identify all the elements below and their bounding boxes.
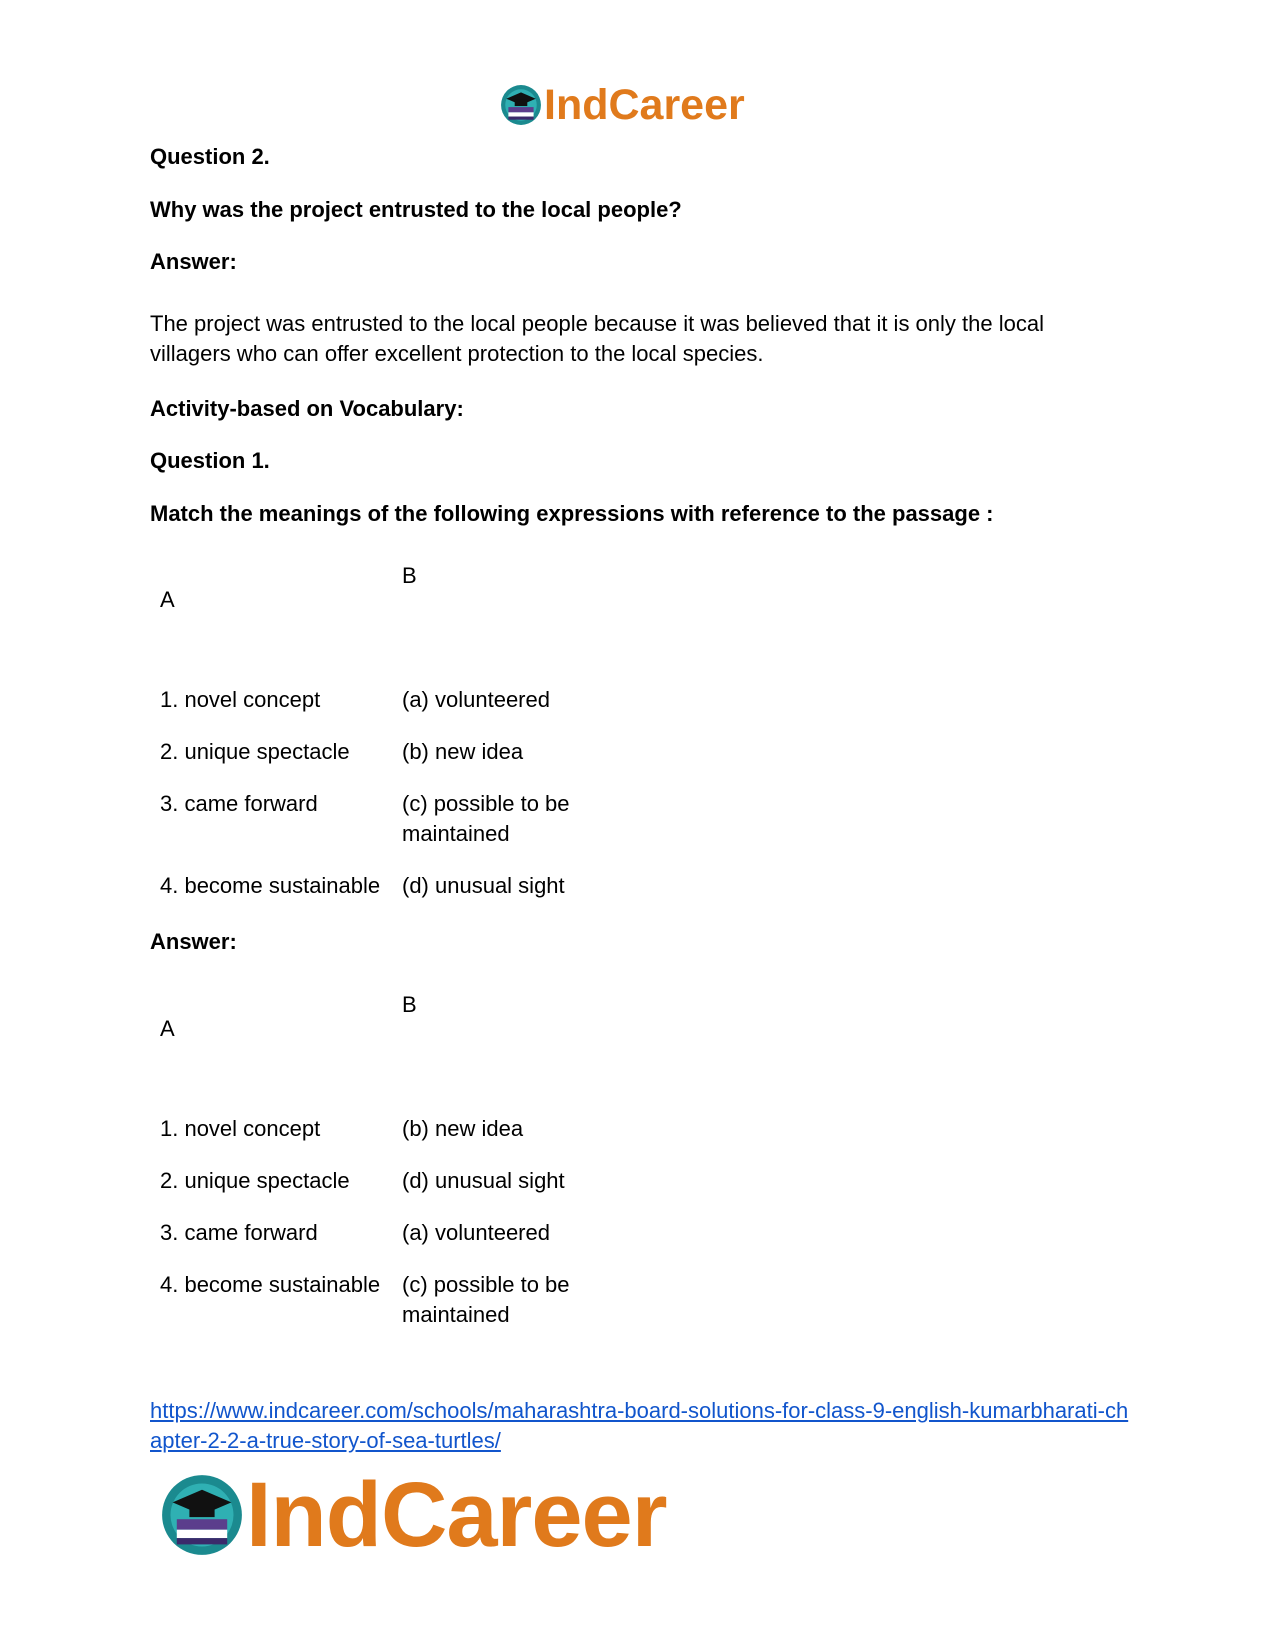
column-a-cell: 4. become sustainable (160, 873, 381, 898)
activity-instruction: Match the meanings of the following expressions with reference to the passage : (150, 501, 994, 526)
column-b-header: B (402, 563, 417, 588)
table-row (150, 871, 612, 923)
question-2-answer-text: The project was entrusted to the local people because it was believed that it is only the local villagers who can offer excellent protection to the local species. (150, 311, 1044, 366)
table-header-row (150, 980, 612, 1114)
column-a-cell: 3. came forward (160, 791, 318, 816)
header-logo (500, 80, 745, 130)
activity-question-number: Question 1. (150, 448, 270, 473)
footer-logo (160, 1464, 667, 1566)
column-b-cell: (d) unusual sight (402, 1168, 565, 1193)
column-b-cell: (c) possible to be maintained (402, 791, 570, 846)
answer-table (150, 980, 612, 1352)
table-row (150, 1218, 612, 1270)
match-table (150, 551, 612, 923)
column-a-cell: 1. novel concept (160, 1116, 321, 1141)
column-b-header: B (402, 992, 417, 1017)
table-row (150, 789, 612, 871)
answer-label: Answer: (150, 929, 237, 954)
column-b-cell: (d) unusual sight (402, 873, 565, 898)
table-header-row (150, 551, 612, 685)
table-row (150, 1166, 612, 1218)
logo-wordmark: IndCareer (246, 1464, 667, 1566)
graduation-cap-book-icon (500, 84, 542, 126)
activity-heading: Activity-based on Vocabulary: (150, 396, 464, 421)
table-row (150, 1270, 612, 1352)
question-2-text: Why was the project entrusted to the local people? (150, 197, 682, 222)
logo-wordmark: IndCareer (544, 80, 745, 129)
column-b-cell: (a) volunteered (402, 687, 550, 712)
source-url-link[interactable]: https://www.indcareer.com/schools/maharashtra-board-solutions-for-class-9-english-kumarbharati-chapter-2-2-a-true-story-of-sea-turtles/ (150, 1398, 1129, 1453)
question-2-answer-label: Answer: (150, 249, 237, 274)
table-row (150, 1114, 612, 1166)
column-a-cell: 3. came forward (160, 1220, 318, 1245)
column-a-header: A (160, 1016, 175, 1041)
question-2-number: Question 2. (150, 144, 270, 169)
column-b-cell: (c) possible to be maintained (402, 1272, 570, 1327)
column-a-cell: 1. novel concept (160, 687, 321, 712)
table-row (150, 685, 612, 737)
column-a-cell: 2. unique spectacle (160, 739, 350, 764)
graduation-cap-book-icon (160, 1473, 244, 1557)
column-a-cell: 2. unique spectacle (160, 1168, 350, 1193)
column-b-cell: (a) volunteered (402, 1220, 550, 1245)
column-a-cell: 4. become sustainable (160, 1272, 381, 1297)
column-b-cell: (b) new idea (402, 1116, 524, 1141)
column-b-cell: (b) new idea (402, 739, 524, 764)
column-a-header: A (160, 587, 175, 612)
table-row (150, 737, 612, 789)
